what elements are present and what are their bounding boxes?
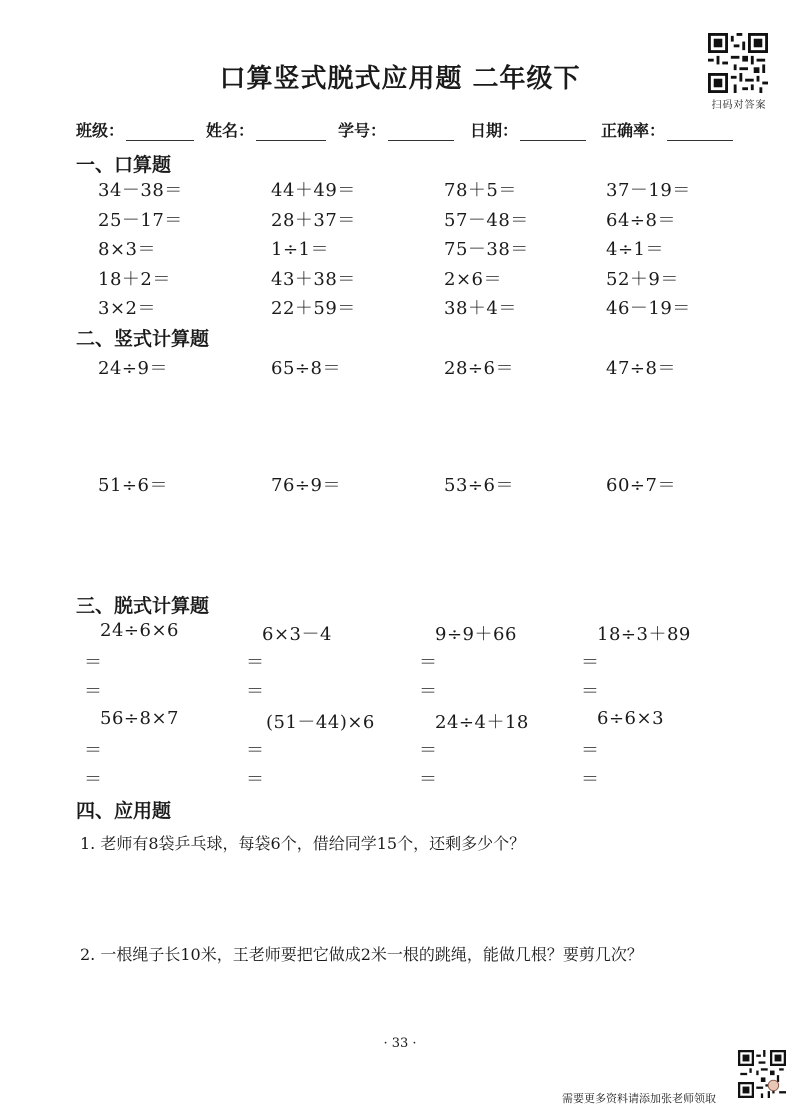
equals-sign: ＝ (84, 769, 102, 790)
vertical-problem: 24÷9＝ (98, 358, 168, 379)
oral-problem: 38＋4＝ (444, 298, 517, 319)
stepwise-problem: 24÷6×6 (100, 620, 179, 641)
equals-sign: ＝ (246, 740, 264, 761)
oral-problem: 64÷8＝ (606, 210, 676, 231)
stepwise-problem: 6÷6×3 (597, 708, 665, 729)
equals-sign: ＝ (419, 769, 437, 790)
oral-problem: 1÷1＝ (271, 239, 329, 260)
name-field[interactable] (206, 118, 326, 141)
equals-sign: ＝ (419, 740, 437, 761)
oral-problem: 43＋38＝ (271, 269, 356, 290)
equals-sign: ＝ (581, 740, 599, 761)
oral-problem: 4÷1＝ (606, 239, 664, 260)
equals-sign: ＝ (246, 681, 264, 702)
equals-sign: ＝ (419, 681, 437, 702)
accuracy-label: 正确率： (601, 121, 666, 140)
oral-problem: 34－38＝ (98, 180, 183, 201)
accuracy-blank[interactable] (667, 124, 733, 141)
page-number: · 33 · (383, 1036, 417, 1051)
accuracy-field[interactable] (601, 118, 733, 141)
oral-problem: 18＋2＝ (98, 269, 171, 290)
oral-problem: 52＋9＝ (606, 269, 679, 290)
vertical-problem: 60÷7＝ (606, 475, 676, 496)
oral-problem: 3×2＝ (98, 298, 156, 319)
class-label: 班级： (76, 121, 125, 140)
oral-problem: 28＋37＝ (271, 210, 356, 231)
student-number-label: 学号： (338, 121, 387, 140)
oral-problem: 57－48＝ (444, 210, 529, 231)
equals-sign: ＝ (581, 681, 599, 702)
section-stepwise-title: 三、脱式计算题 (76, 595, 210, 617)
qr-code-icon[interactable] (738, 1050, 786, 1098)
equals-sign: ＝ (84, 681, 102, 702)
vertical-problem: 53÷6＝ (444, 475, 514, 496)
oral-problem: 25－17＝ (98, 210, 183, 231)
equals-sign: ＝ (581, 652, 599, 673)
footer-note: 需要更多资料请添加张老师领取 (562, 1092, 716, 1105)
class-blank[interactable] (126, 124, 194, 141)
oral-problem: 75－38＝ (444, 239, 529, 260)
student-number-field[interactable] (338, 118, 454, 141)
equals-sign: ＝ (581, 769, 599, 790)
section-oral-title: 一、口算题 (76, 154, 172, 176)
oral-problem: 44＋49＝ (271, 180, 356, 201)
oral-problem: 78＋5＝ (444, 180, 517, 201)
stepwise-problem: 18÷3＋89 (597, 624, 691, 645)
name-label: 姓名： (206, 121, 255, 140)
vertical-problem: 76÷9＝ (271, 475, 341, 496)
equals-sign: ＝ (419, 652, 437, 673)
stepwise-problem: 24÷4＋18 (435, 712, 529, 733)
word-problem: 1. 老师有8袋乒乓球，每袋6个，借给同学15个，还剩多少个？ (80, 834, 526, 853)
oral-problem: 22＋59＝ (271, 298, 356, 319)
date-blank[interactable] (520, 124, 586, 141)
stepwise-problem: 9÷9＋66 (435, 624, 517, 645)
oral-problem: 46－19＝ (606, 298, 691, 319)
name-blank[interactable] (256, 124, 326, 141)
oral-problem: 2×6＝ (444, 269, 502, 290)
date-label: 日期： (470, 121, 519, 140)
student-info-row (0, 118, 800, 146)
stepwise-problem: 6×3－4 (262, 624, 332, 645)
qr-code-icon[interactable] (708, 33, 768, 93)
oral-problem: 37－19＝ (606, 180, 691, 201)
vertical-problem: 28÷6＝ (444, 358, 514, 379)
qr-caption: 扫码对答案 (711, 100, 767, 111)
date-field[interactable] (470, 118, 586, 141)
class-field[interactable] (76, 118, 194, 141)
student-number-blank[interactable] (388, 124, 454, 141)
equals-sign: ＝ (84, 740, 102, 761)
section-vertical-title: 二、竖式计算题 (76, 328, 210, 350)
vertical-problem: 65÷8＝ (271, 358, 341, 379)
vertical-problem: 47÷8＝ (606, 358, 676, 379)
equals-sign: ＝ (84, 652, 102, 673)
section-word-title: 四、应用题 (76, 800, 172, 822)
equals-sign: ＝ (246, 652, 264, 673)
vertical-problem: 51÷6＝ (98, 475, 168, 496)
oral-problem: 8×3＝ (98, 239, 156, 260)
page-title: 口算竖式脱式应用题 二年级下 (219, 64, 581, 94)
stepwise-problem: 56÷8×7 (100, 708, 179, 729)
word-problem: 2. 一根绳子长10米，王老师要把它做成2米一根的跳绳，能做几根？要剪几次？ (80, 945, 643, 964)
stepwise-problem: (51－44)×6 (266, 712, 375, 733)
equals-sign: ＝ (246, 769, 264, 790)
